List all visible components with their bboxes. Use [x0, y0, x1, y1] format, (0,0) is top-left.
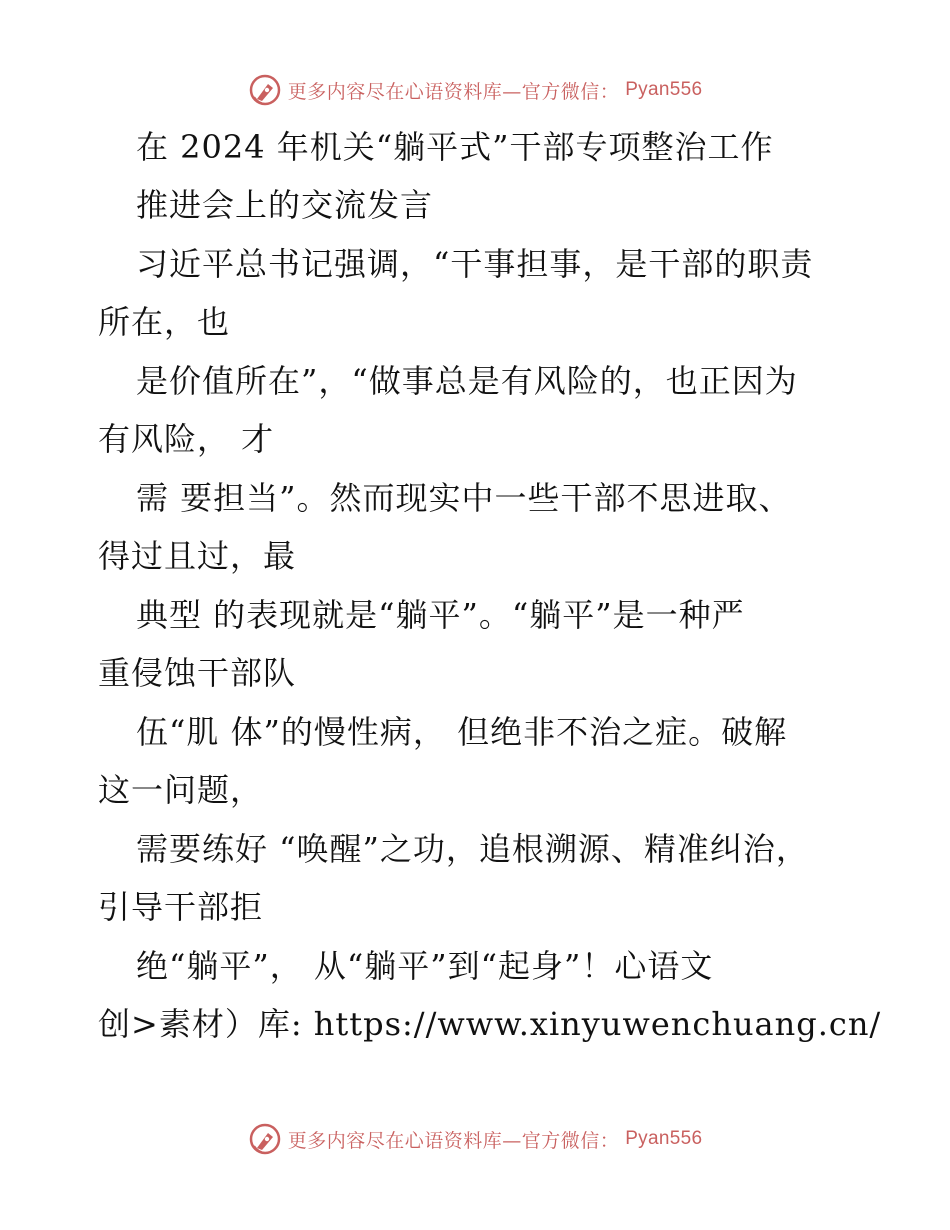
banner-wechat-id: Pyan556	[625, 1128, 703, 1149]
body-line: 有风险， 才	[98, 420, 275, 458]
body-line: 所在，也	[98, 303, 231, 341]
body-line: 得过且过，最	[98, 537, 297, 575]
footer-banner	[0, 1119, 950, 1159]
banner-wechat-id: Pyan556	[625, 79, 703, 100]
body-line: 重侵蚀干部队	[98, 654, 297, 692]
body-line: 是价值所在”，“做事总是有风险的，也正因为	[136, 362, 798, 400]
body-line: 典型 的表现就是“躺平”。“躺平”是一种严	[136, 596, 745, 634]
title-line-2: 推进会上的交流发言	[136, 186, 434, 224]
title-line-1: 在 2024 年机关“躺平式”干部专项整治工作	[136, 128, 774, 166]
body-line: 习近平总书记强调，“干事担事，是干部的职责	[136, 245, 814, 283]
body-line: 这一问题，	[98, 771, 264, 809]
banner-text: 更多内容尽在心语资料库—官方微信：	[287, 1129, 620, 1152]
body-line: 伍“肌 体”的慢性病， 但绝非不治之症。破解	[136, 713, 788, 751]
pen-nib-logo-icon	[248, 73, 282, 107]
body-line: 需 要担当”。然而现实中一些干部不思进取、	[136, 479, 792, 517]
header-banner	[0, 70, 950, 110]
body-line: 绝“躺平”， 从“躺平”到“起身”！心语文	[136, 947, 714, 985]
body-line: 引导干部拒	[98, 888, 264, 926]
body-line-url: 创>素材）库: https://www.xinyuwenchuang.cn/	[98, 1005, 882, 1043]
pen-nib-logo-icon	[248, 1122, 282, 1156]
banner-text: 更多内容尽在心语资料库—官方微信：	[287, 80, 620, 103]
body-line: 需要练好 “唤醒”之功，追根溯源、精准纠治，	[136, 830, 809, 868]
